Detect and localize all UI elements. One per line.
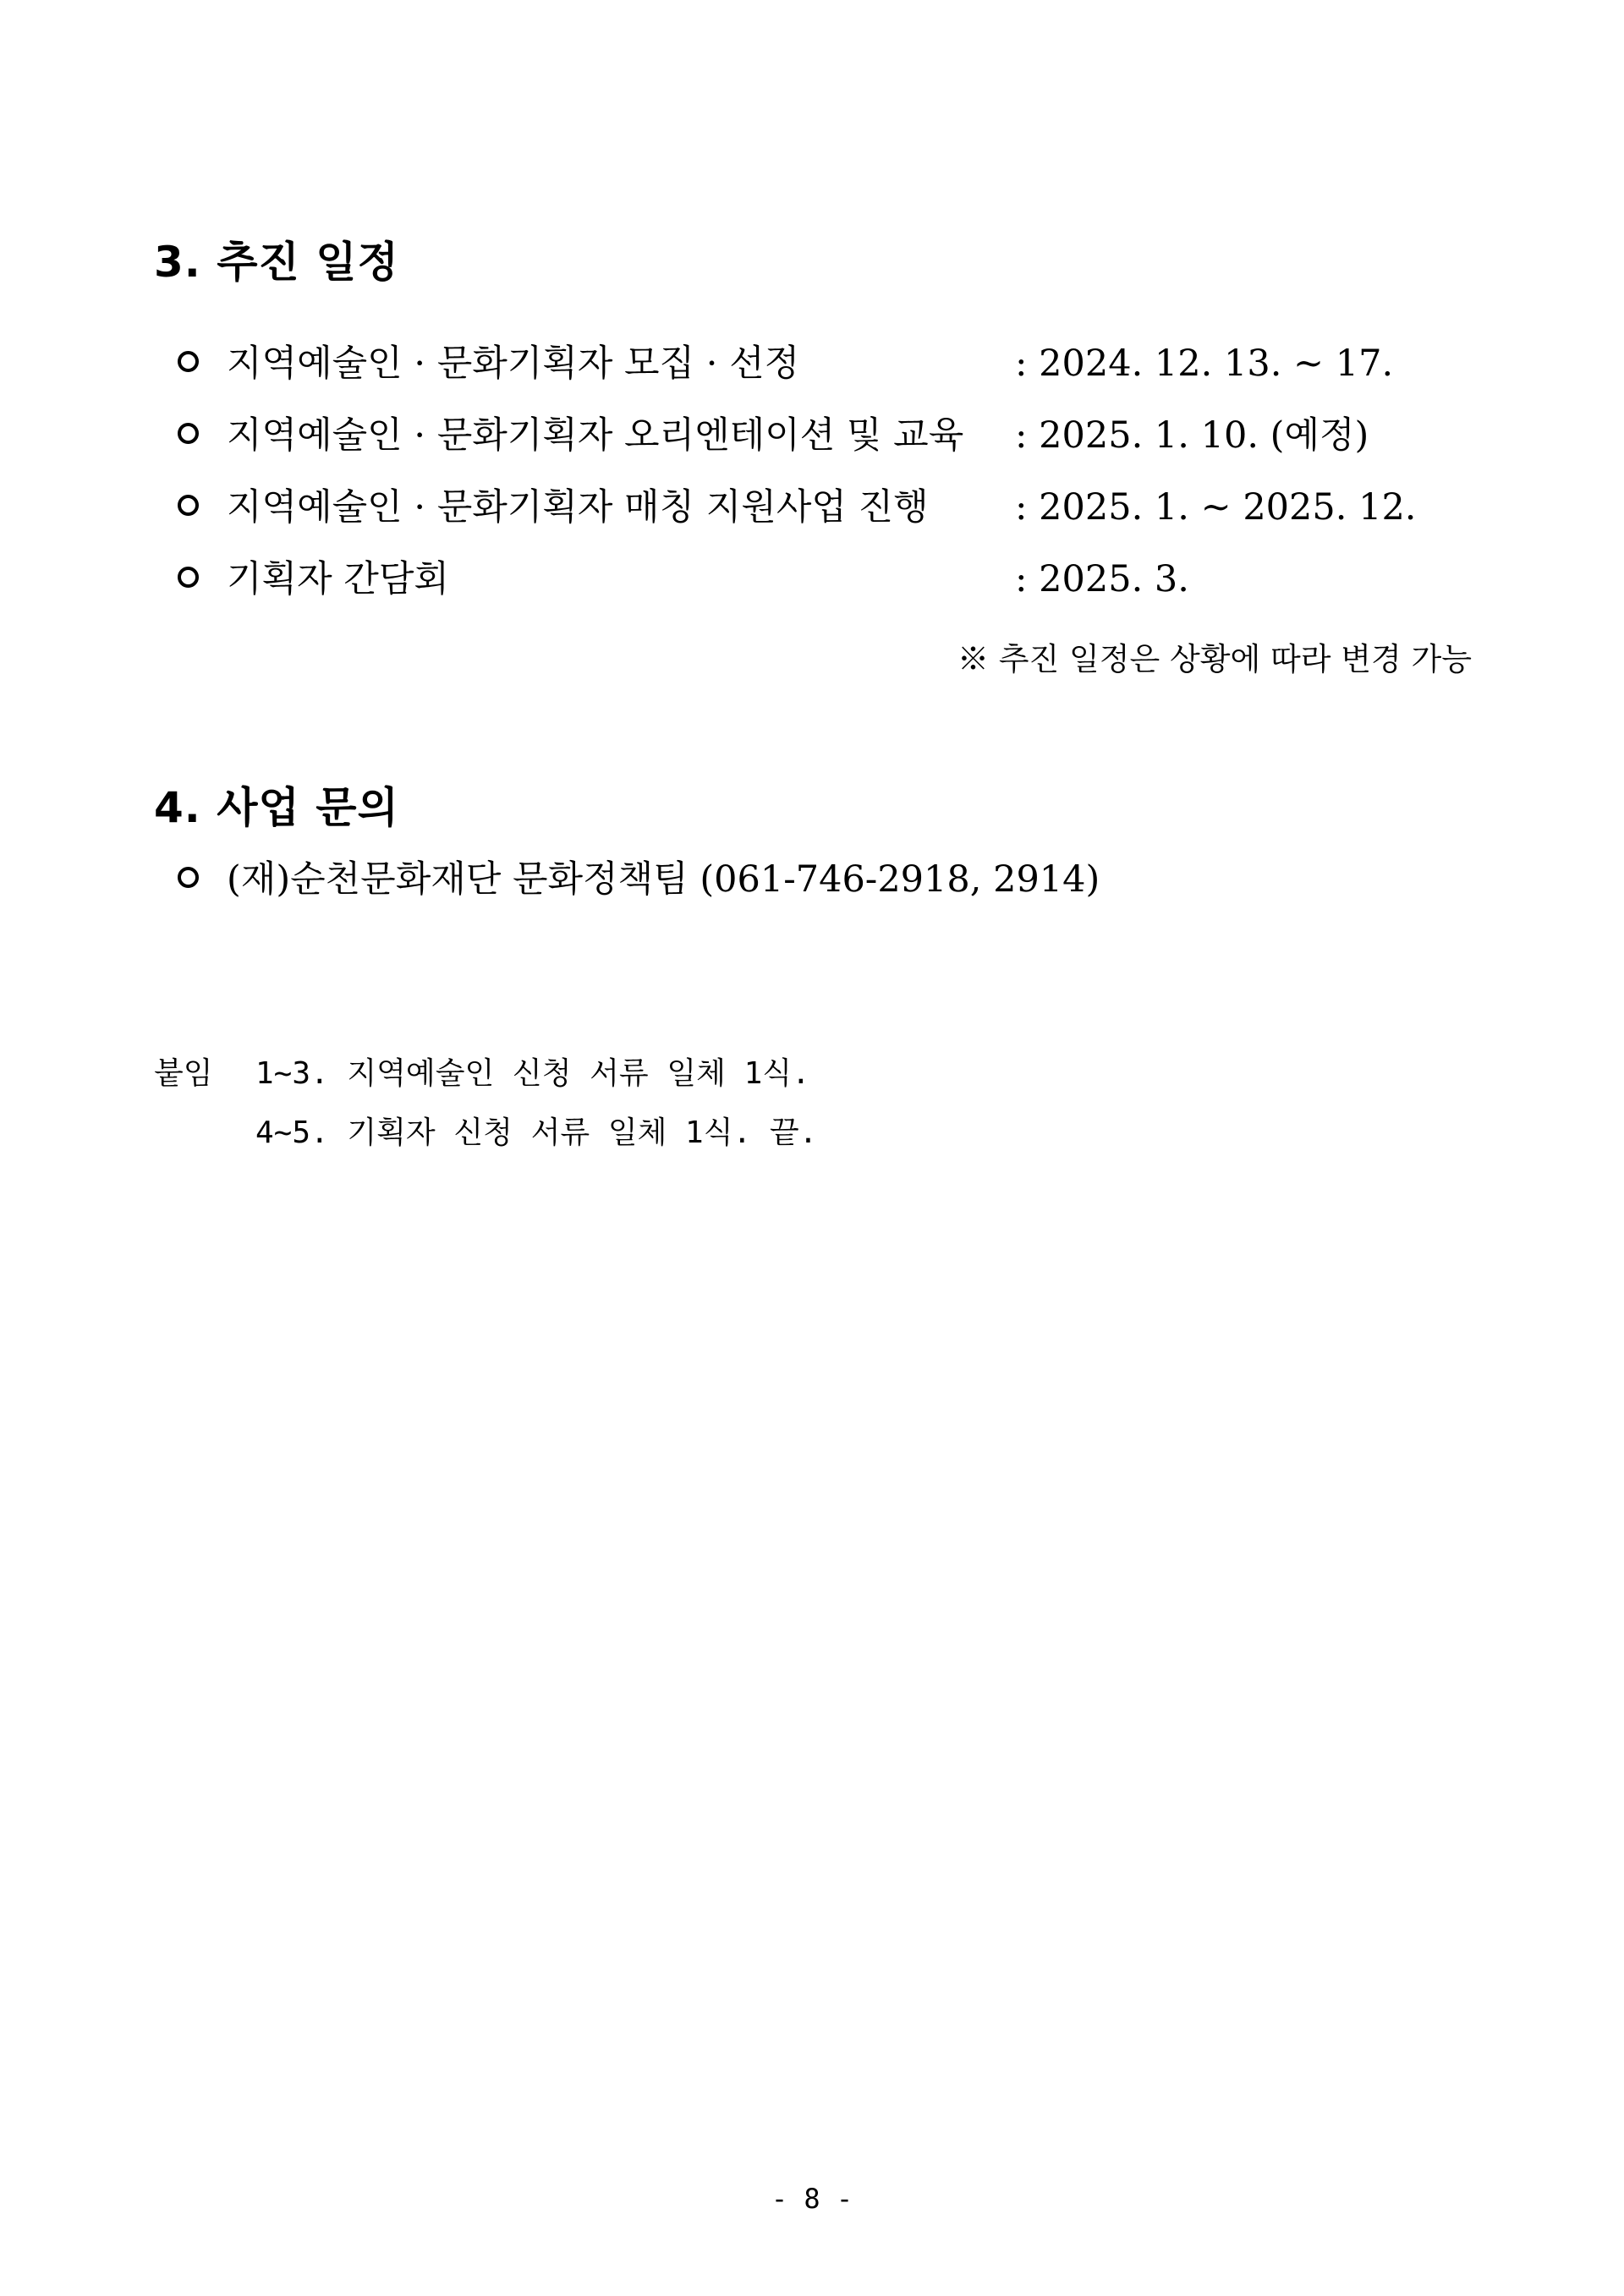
schedule-item xyxy=(178,554,1446,605)
attachment-line-2: 4~5. 기획자 신청 서류 일체 1식. 끝. xyxy=(255,1115,818,1150)
contact-item-label: (재)순천문화재단 문화정책팀 (061-746-2918, 2914) xyxy=(227,858,1100,901)
schedule-item-date: : 2025. 3. xyxy=(1015,558,1189,600)
schedule-item-date: : 2025. 1. 10. (예정) xyxy=(1015,414,1369,457)
schedule-item-date: : 2024. 12. 13. ~ 17. xyxy=(1015,342,1394,385)
schedule-note: ※ 추진 일정은 상황에 따라 변경 가능 xyxy=(957,641,1472,677)
schedule-item-label: 지역예술인 · 문화기획자 매칭 지원사업 진행 xyxy=(227,486,929,529)
attachment-line-1: 1~3. 지역예술인 신청 서류 일체 1식. xyxy=(255,1056,810,1091)
schedule-item-label: 기획자 간담회 xyxy=(227,558,449,600)
schedule-item-date: : 2025. 1. ~ 2025. 12. xyxy=(1015,486,1417,529)
section-3-heading: 3. 추진 일정 xyxy=(154,238,399,287)
schedule-item xyxy=(178,410,1446,461)
page-number: - 8 - xyxy=(771,2183,853,2215)
schedule-item xyxy=(178,338,1446,389)
circle-bullet-icon xyxy=(178,495,199,516)
schedule-item-label: 지역예술인 · 문화기획자 오리엔테이션 및 교육 xyxy=(227,414,964,457)
circle-bullet-icon xyxy=(178,567,199,588)
circle-bullet-icon xyxy=(178,351,199,372)
schedule-item-label: 지역예술인 · 문화기획자 모집 · 선정 xyxy=(227,342,800,385)
circle-bullet-icon xyxy=(178,867,199,888)
schedule-item xyxy=(178,482,1446,533)
circle-bullet-icon xyxy=(178,423,199,444)
attachment-prefix: 붙임 xyxy=(154,1056,213,1091)
section-4-heading: 4. 사업 문의 xyxy=(154,783,399,832)
contact-item xyxy=(178,854,1446,905)
